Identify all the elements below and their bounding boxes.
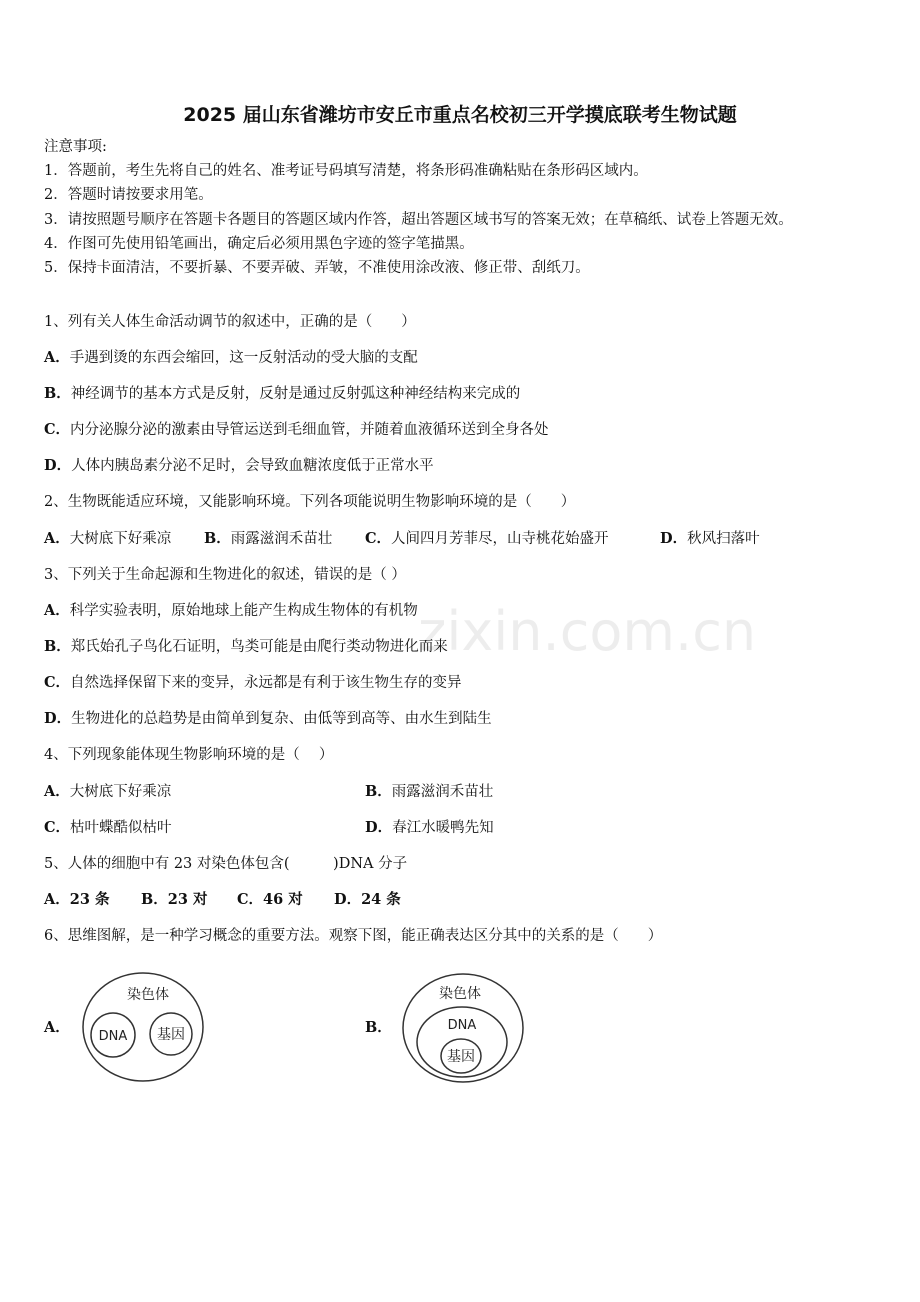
option-letter: D． <box>44 710 72 727</box>
option-letter: C． <box>237 891 264 908</box>
q5-option-c <box>237 890 303 910</box>
option-text: 生物进化的总趋势是由简单到复杂、由低等到高等、由水生到陆生 <box>71 711 492 727</box>
q6-option-b-letter <box>365 1018 392 1038</box>
option-text: 46 对 <box>263 891 303 908</box>
option-letter: D． <box>334 891 362 908</box>
q6-option-a-letter <box>44 1018 70 1038</box>
notice-item: 3．请按照题号顺序在答题卡各题目的答题区域内作答，超出答题区域书写的答案无效；在草稿纸、试卷上答题无效。 <box>44 212 793 228</box>
notice-item: 5．保持卡面清洁，不要折暴、不要弄破、弄皱，不准使用涂改液、修正带、刮纸刀。 <box>44 260 590 276</box>
option-letter: A． <box>44 891 70 908</box>
notice-item: 4．作图可先使用铅笔画出，确定后必须用黑色字迹的签字笔描黑。 <box>44 236 474 252</box>
q3-option-b <box>44 637 448 657</box>
q2-option-b <box>204 529 332 549</box>
option-letter: C． <box>44 819 71 836</box>
option-text: 23 对 <box>167 891 208 908</box>
q2-option-d <box>660 529 760 549</box>
q5-option-d <box>334 890 401 910</box>
option-text: 雨露滋润禾苗壮 <box>391 784 494 800</box>
option-text: 人间四月芳菲尽，山寺桃花始盛开 <box>391 531 609 547</box>
q5-option-a <box>44 890 110 910</box>
label-gene: 基因 <box>447 1049 475 1065</box>
option-text: 手遇到烫的东西会缩回，这一反射活动的受大脑的支配 <box>69 350 418 366</box>
q3-option-d <box>44 709 492 729</box>
notice-item: 2．答题时请按要求用笔。 <box>44 187 213 203</box>
notice-item: 1．答题前，考生先将自己的姓名、准考证号码填写清楚，将条形码准确粘贴在条形码区域内。 <box>44 163 648 179</box>
q1-stem: 1、列有关人体生命活动调节的叙述中，正确的是（ ） <box>44 314 416 330</box>
label-dna: DNA <box>447 1018 477 1033</box>
option-text: 秋风扫落叶 <box>687 531 760 547</box>
q1-option-c <box>44 420 549 440</box>
option-letter: A． <box>44 530 70 547</box>
option-letter: B． <box>365 1019 392 1036</box>
option-letter: D． <box>44 457 72 474</box>
notice-heading: 注意事项: <box>44 139 107 155</box>
option-letter: D． <box>660 530 688 547</box>
option-text: 雨露滋润禾苗壮 <box>230 531 333 547</box>
label-gene: 基因 <box>157 1027 185 1043</box>
q4-option-a <box>44 782 171 802</box>
exam-title: 2025 届山东省潍坊市安丘市重点名校初三开学摸底联考生物试题 <box>183 104 737 126</box>
option-text: 春江水暖鸭先知 <box>392 820 494 836</box>
option-text: 大树底下好乘凉 <box>69 784 172 800</box>
option-letter: A． <box>44 602 70 619</box>
q2-option-c <box>365 529 609 549</box>
q4-option-b <box>365 782 493 802</box>
q3-stem: 3、下列关于生命起源和生物进化的叙述，错误的是（ ） <box>44 567 406 583</box>
q1-option-a <box>44 348 418 368</box>
diagram-b <box>400 970 530 1086</box>
option-letter: B． <box>44 638 71 655</box>
option-letter: C． <box>44 421 71 438</box>
q5-option-b <box>141 890 208 910</box>
option-text: 神经调节的基本方式是反射，反射是通过反射弧这种神经结构来完成的 <box>70 386 521 402</box>
q1-option-b <box>44 384 520 404</box>
label-dna: DNA <box>98 1029 128 1044</box>
q4-stem: 4、下列现象能体现生物影响环境的是（ ） <box>44 747 334 763</box>
option-text: 人体内胰岛素分泌不足时，会导致血糖浓度低于正常水平 <box>71 458 434 474</box>
q6-stem: 6、思维图解，是一种学习概念的重要方法。观察下图，能正确表达区分其中的关系的是（ ） <box>44 928 663 944</box>
q3-option-c <box>44 673 462 693</box>
watermark: zixin.com.cn <box>418 600 757 663</box>
option-text: 枯叶蝶酷似枯叶 <box>70 820 172 836</box>
q4-option-d <box>365 818 494 838</box>
option-letter: C． <box>44 674 71 691</box>
q5-stem: 5、人体的细胞中有 23 对染色体包含( )DNA 分子 <box>44 856 408 872</box>
option-text: 自然选择保留下来的变异，永远都是有利于该生物生存的变异 <box>70 675 462 691</box>
diagram-a <box>80 970 210 1086</box>
q1-option-d <box>44 456 434 476</box>
option-text: 内分泌腺分泌的激素由导管运送到毛细血管，并随着血液循环送到全身各处 <box>70 422 549 438</box>
label-chromosome: 染色体 <box>127 987 169 1003</box>
label-chromosome: 染色体 <box>439 986 481 1002</box>
option-letter: D． <box>365 819 393 836</box>
option-letter: A． <box>44 349 70 366</box>
q2-option-a <box>44 529 171 549</box>
option-text: 郑氏始孔子鸟化石证明，鸟类可能是由爬行类动物进化而来 <box>70 639 448 655</box>
option-letter: A． <box>44 783 70 800</box>
option-letter: C． <box>365 530 392 547</box>
option-letter: B． <box>141 891 168 908</box>
q2-stem: 2、生物既能适应环境，又能影响环境。下列各项能说明生物影响环境的是（ ） <box>44 494 576 510</box>
option-letter: B． <box>365 783 392 800</box>
q3-option-a <box>44 601 418 621</box>
option-letter: B． <box>44 385 71 402</box>
option-text: 大树底下好乘凉 <box>69 531 172 547</box>
q4-option-c <box>44 818 172 838</box>
option-text: 科学实验表明，原始地球上能产生构成生物体的有机物 <box>69 603 418 619</box>
option-letter: A． <box>44 1019 70 1036</box>
option-text: 23 条 <box>69 891 110 908</box>
option-text: 24 条 <box>361 891 401 908</box>
option-letter: B． <box>204 530 231 547</box>
